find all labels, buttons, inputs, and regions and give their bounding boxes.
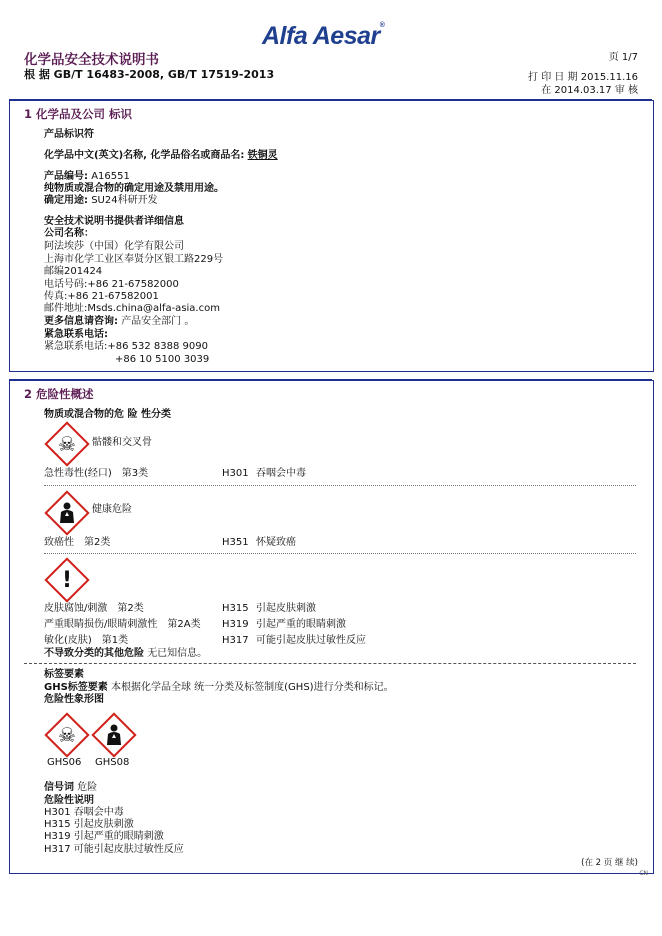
company-email[interactable]: 邮件地址:Msds.china@alfa-asia.com — [44, 303, 220, 314]
exclamation-mark-icon — [44, 557, 90, 603]
other-hazards-value: 无已知信息。 — [147, 648, 208, 659]
pictogram-code: GHS08 — [95, 757, 130, 768]
ghs06-skull-icon — [44, 712, 90, 758]
hazard-statements-label: 危险性说明 — [44, 795, 94, 806]
hazard-statement: H301 吞咽会中毒 — [44, 807, 124, 818]
emergency-phone-2: +86 10 5100 3039 — [115, 354, 210, 365]
health-hazard-glyph — [104, 724, 124, 746]
hazard-code: H351 — [222, 537, 249, 548]
classification-row: 皮肤腐蚀/刺激 第2类 — [44, 603, 144, 614]
hazard-text: 引起皮肤刺激 — [256, 603, 316, 614]
ghs-label: GHS标签要素 — [44, 682, 108, 693]
section-1-rule — [9, 99, 652, 101]
ghs-label-line — [44, 682, 394, 694]
emergency-phone-1: 紧急联系电话:+86 532 8388 9090 — [44, 341, 208, 352]
hazard-statement: H319 引起严重的眼睛刺激 — [44, 831, 164, 842]
pictogram-glyph: ! — [61, 567, 73, 593]
ghs-text: 本根据化学品全球 统一分类及标签制度(GHS)进行分类和标记。 — [110, 682, 394, 693]
section-2-heading: 2 危险性概述 — [24, 387, 94, 401]
company-postcode: 邮编201424 — [44, 266, 103, 277]
hazard-code: H317 — [222, 635, 249, 646]
determined-use-value: SU24科研开发 — [91, 195, 158, 206]
classification-row: 敏化(皮肤) 第1类 — [44, 635, 129, 646]
hazard-statement: H315 引起皮肤刺激 — [44, 819, 134, 830]
document-title: 化学品安全技术说明书 — [24, 52, 159, 68]
continued-note: (在 2 页 继 续) — [581, 858, 638, 868]
company-name: 阿法埃莎（中国）化学有限公司 — [44, 241, 184, 252]
health-hazard-icon — [44, 490, 90, 536]
hazard-text: 吞咽会中毒 — [256, 468, 306, 479]
section-1-heading: 1 化学品及公司 标识 — [24, 107, 133, 121]
chemical-name-line — [44, 150, 278, 162]
standard-reference: 根 据 GB/T 16483-2008, GB/T 17519-2013 — [24, 68, 275, 81]
signal-word-value: 危险 — [77, 782, 98, 793]
company-fax: 传真:+86 21-67582001 — [44, 291, 159, 302]
hazard-text: 可能引起皮肤过敏性反应 — [256, 635, 366, 646]
more-info-value: 产品安全部门 。 — [121, 316, 195, 327]
determined-use-label: 确定用途: — [44, 195, 88, 206]
hazard-code: H319 — [222, 619, 249, 630]
pictogram-code: GHS06 — [47, 757, 82, 768]
skull-crossbones-icon — [44, 421, 90, 467]
divider-dotted — [44, 485, 636, 486]
divider-dotted — [44, 553, 636, 554]
use-label: 纯物质或混合物的确定用途及禁用用途。 — [44, 183, 224, 194]
hazard-text: 怀疑致癌 — [256, 537, 296, 548]
more-info-line — [44, 316, 194, 328]
company-logo: Alfa Aesar® — [262, 22, 385, 50]
print-date: 打 印 日 期 2015.11.16 — [528, 72, 638, 83]
emergency-label: 紧急联系电话: — [44, 329, 108, 340]
review-date: 在 2014.03.17 审 核 — [541, 85, 638, 96]
classification-row: 急性毒性(经口) 第3类 — [44, 468, 149, 479]
hazard-code: H315 — [222, 603, 249, 614]
supplier-label: 安全技术说明书提供者详细信息 — [44, 216, 184, 227]
product-number-value: A16551 — [91, 171, 130, 182]
section-2-rule — [9, 379, 652, 381]
pictogram-glyph: ☠ — [58, 723, 76, 747]
product-number-line — [44, 171, 130, 183]
pictogram-caption: 骷髅和交叉骨 — [92, 437, 152, 448]
hazard-code: H301 — [222, 468, 249, 479]
chemical-name-value: 铁铜灵 — [247, 150, 278, 161]
other-hazards-line — [44, 648, 207, 660]
company-phone: 电话号码:+86 21-67582000 — [44, 279, 179, 290]
ghs08-health-hazard-icon — [91, 712, 137, 758]
company-label: 公司名称： — [44, 228, 94, 239]
company-address: 上海市化学工业区奉贤分区银工路229号 — [44, 254, 224, 265]
product-number-label: 产品编号: — [44, 171, 88, 182]
pictogram-caption: 健康危险 — [92, 504, 132, 515]
pictograms-label: 危险性象形图 — [44, 694, 104, 705]
more-info-label: 更多信息请咨询: — [44, 316, 118, 327]
hazard-statement: H317 可能引起皮肤过敏性反应 — [44, 844, 184, 855]
classification-row: 严重眼睛损伤/眼睛刺激性 第2A类 — [44, 619, 201, 630]
divider-dashed — [24, 663, 636, 664]
pictogram-glyph: ☠ — [58, 432, 76, 456]
chemical-name-label: 化学品中文(英文)名称, 化学品俗名或商品名: — [44, 150, 245, 161]
determined-use-line — [44, 195, 158, 207]
locale-code: CN — [639, 870, 648, 877]
label-elements-heading: 标签要素 — [44, 669, 84, 680]
signal-word-line — [44, 782, 97, 794]
classification-label: 物质或混合物的危 险 性分类 — [44, 409, 171, 420]
signal-word-label: 信号词 — [44, 782, 74, 793]
classification-row: 致癌性 第2类 — [44, 537, 111, 548]
other-hazards-label: 不导致分类的其他危险 — [44, 648, 144, 659]
page-number: 页 1/7 — [608, 52, 638, 63]
health-hazard-glyph — [57, 502, 77, 524]
hazard-text: 引起严重的眼睛刺激 — [256, 619, 346, 630]
product-identifier-label: 产品标识符 — [44, 129, 94, 140]
